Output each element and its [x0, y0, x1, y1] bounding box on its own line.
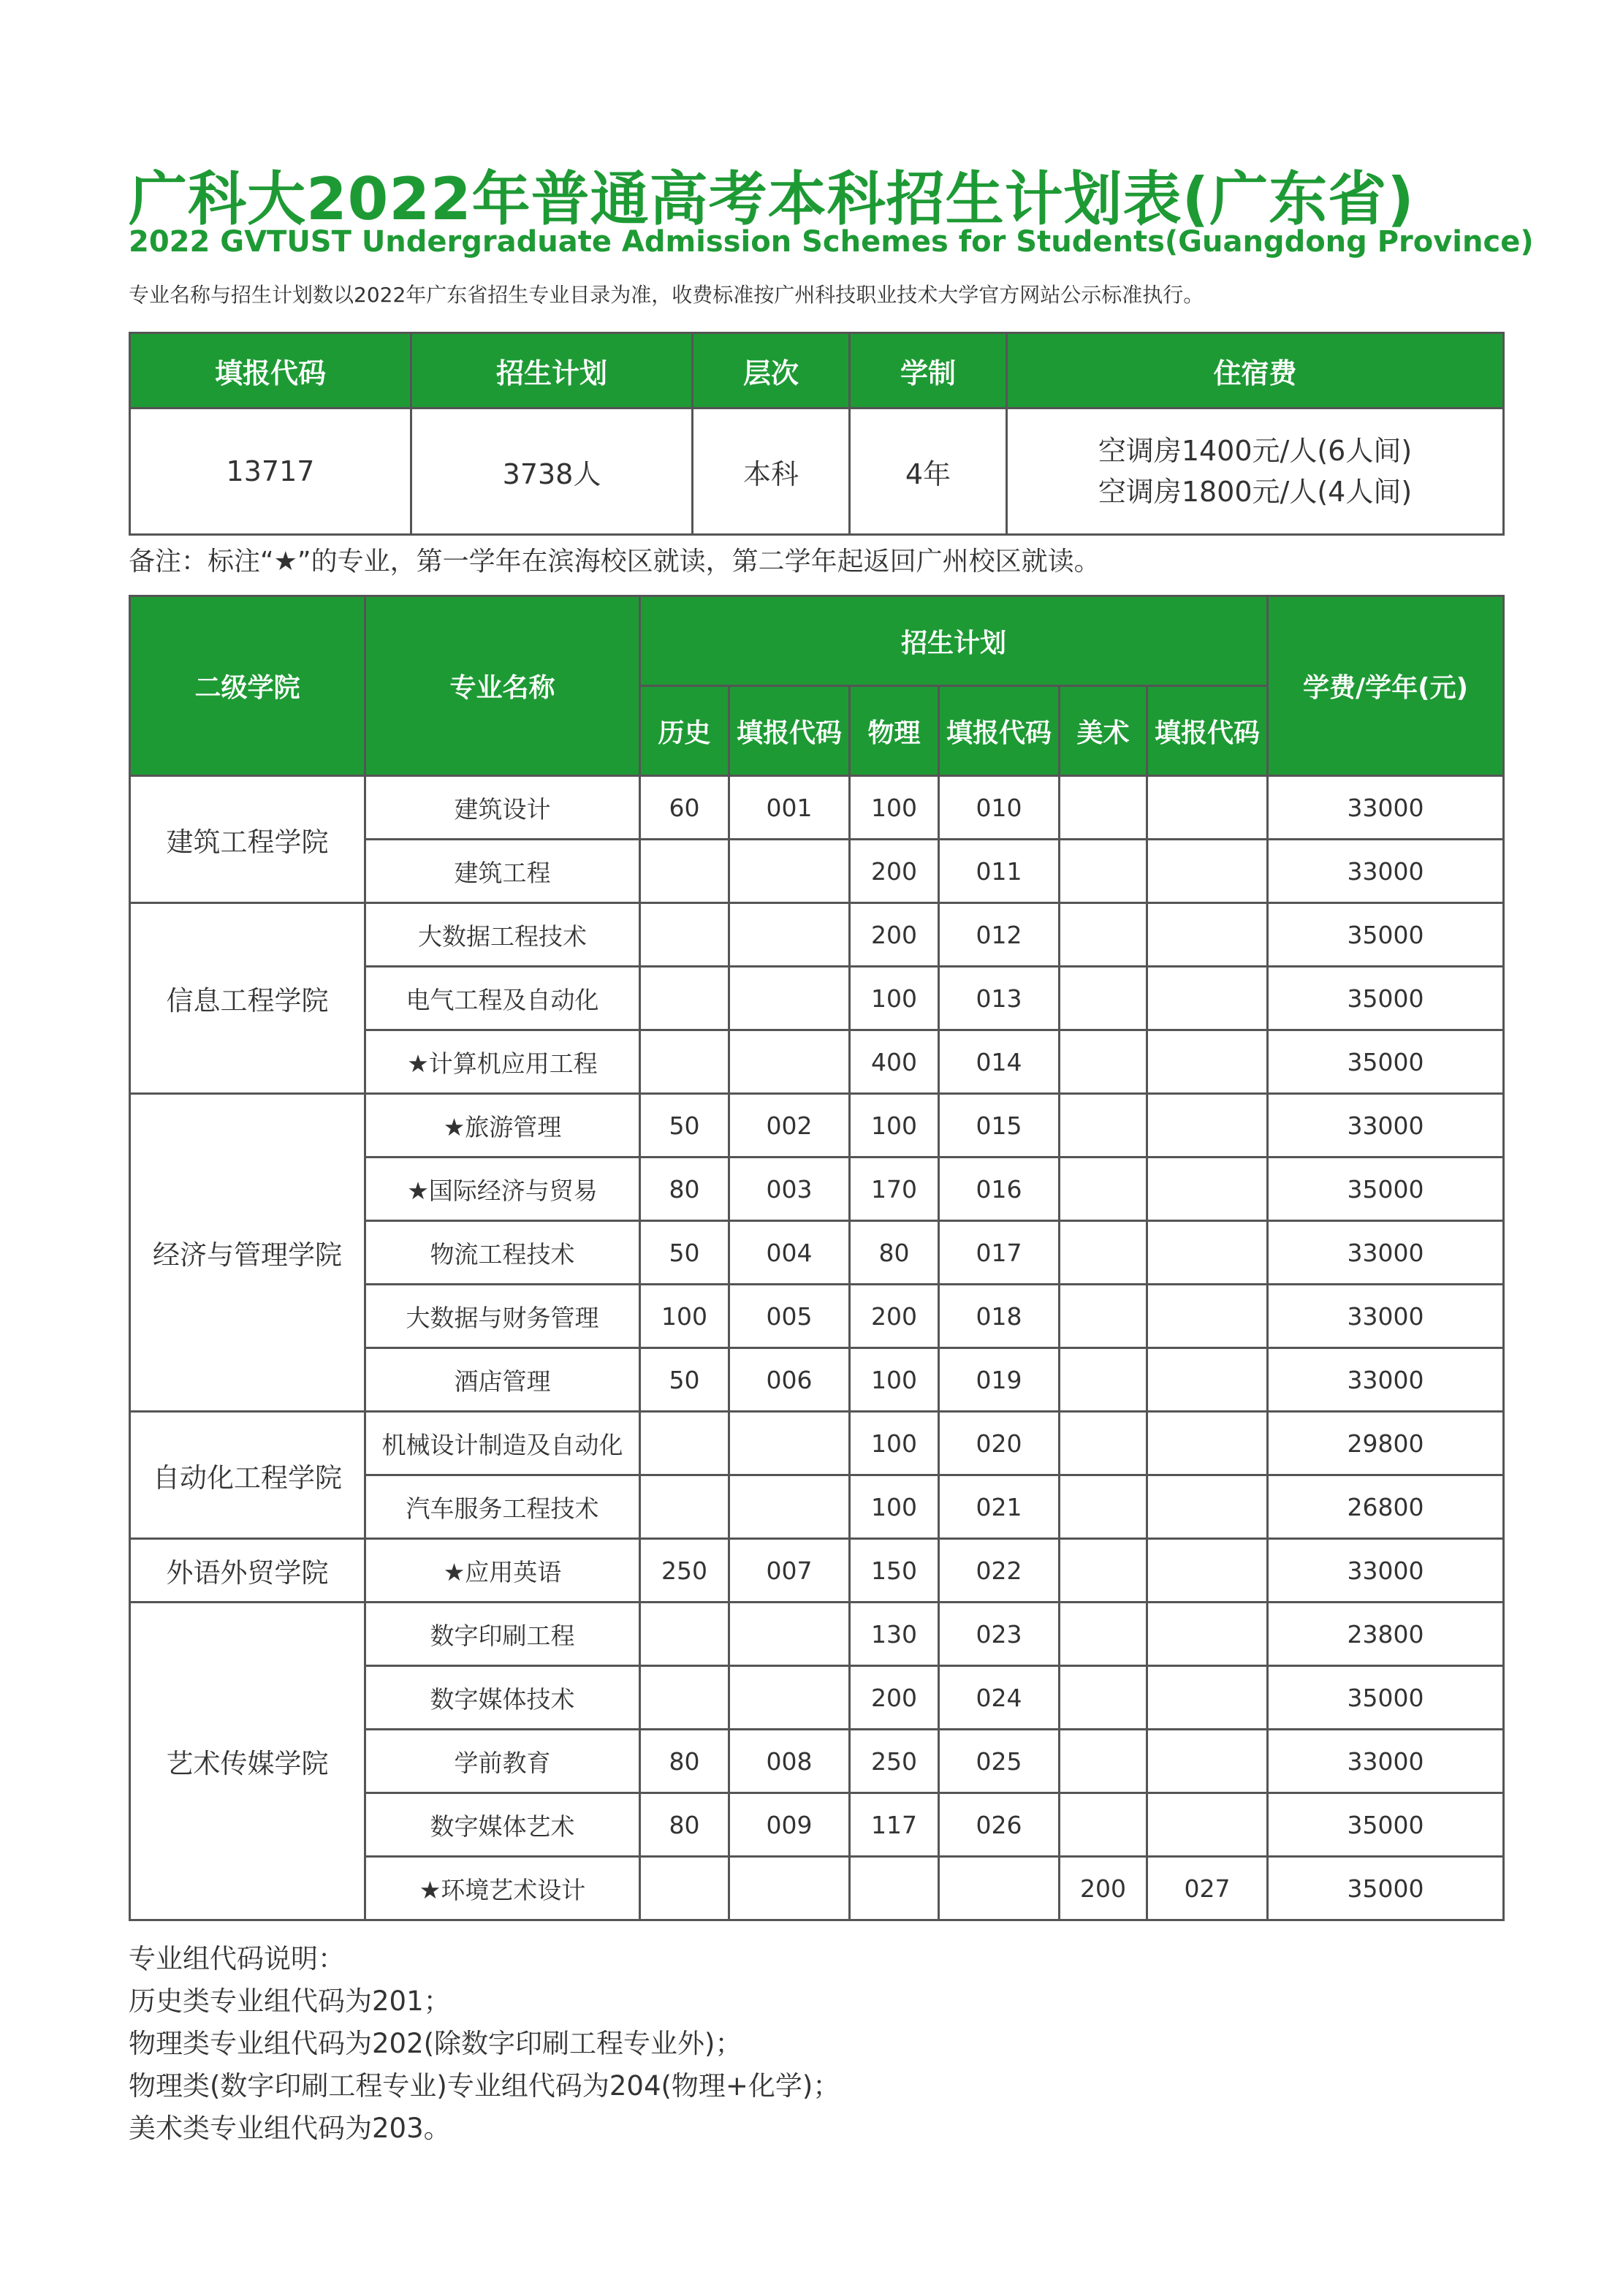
cell-physics-code: 014 — [939, 1030, 1060, 1094]
page-subtitle: 2022 GVTUST Undergraduate Admission Schemes for Students(Guangdong Province) — [129, 225, 1534, 259]
header-fee: 学费/学年(元) — [1268, 596, 1504, 776]
cell-history — [640, 1412, 729, 1475]
cell-art-code — [1147, 776, 1268, 840]
admission-plan-table — [129, 595, 1505, 1921]
cell-art — [1060, 1539, 1147, 1603]
cell-physics: 250 — [850, 1730, 939, 1793]
major-name: ★计算机应用工程 — [365, 1030, 640, 1094]
cell-fee: 35000 — [1268, 1157, 1504, 1221]
cell-physics: 170 — [850, 1157, 939, 1221]
college-name: 艺术传媒学院 — [130, 1603, 365, 1920]
summary-header-level: 层次 — [693, 333, 850, 408]
cell-fee: 35000 — [1268, 967, 1504, 1030]
cell-history-code — [729, 1603, 850, 1666]
header-physics: 物理 — [850, 686, 939, 776]
cell-fee: 33000 — [1268, 776, 1504, 840]
cell-art — [1060, 1603, 1147, 1666]
cell-art — [1060, 1030, 1147, 1094]
major-name: 建筑工程 — [365, 840, 640, 903]
cell-art — [1060, 840, 1147, 903]
footnotes — [129, 1938, 840, 2150]
summary-header-dorm: 住宿费 — [1007, 333, 1504, 408]
cell-physics: 200 — [850, 903, 939, 967]
cell-art-code — [1147, 967, 1268, 1030]
cell-history — [640, 1857, 729, 1920]
header-plan: 招生计划 — [640, 596, 1268, 686]
cell-physics: 80 — [850, 1221, 939, 1285]
cell-physics: 200 — [850, 1285, 939, 1348]
campus-note: 备注：标注“★”的专业，第一学年在滨海校区就读，第二学年起返回广州校区就读。 — [129, 547, 1101, 577]
summary-header-plan: 招生计划 — [411, 333, 693, 408]
footnote-heading: 专业组代码说明： — [129, 1943, 345, 1974]
major-name: 学前教育 — [365, 1730, 640, 1793]
table-row — [130, 1412, 1504, 1475]
table-row — [130, 1603, 1504, 1666]
cell-history — [640, 1475, 729, 1539]
cell-art — [1060, 1348, 1147, 1412]
cell-history-code — [729, 903, 850, 967]
major-name: 电气工程及自动化 — [365, 967, 640, 1030]
cell-history-code: 005 — [729, 1285, 850, 1348]
cell-history-code: 006 — [729, 1348, 850, 1412]
cell-physics: 100 — [850, 1475, 939, 1539]
intro-text: 专业名称与招生计划数以2022年广东省招生专业目录为准，收费标准按广州科技职业技术大学官方网站公示标准执行。 — [129, 283, 1204, 307]
cell-history-code — [729, 1666, 850, 1730]
cell-history-code — [729, 1030, 850, 1094]
cell-physics: 100 — [850, 1094, 939, 1157]
college-name: 建筑工程学院 — [130, 776, 365, 903]
cell-physics-code: 013 — [939, 967, 1060, 1030]
cell-physics: 117 — [850, 1793, 939, 1857]
plan-table-body — [130, 776, 1504, 1920]
major-name: 汽车服务工程技术 — [365, 1475, 640, 1539]
major-name: 建筑设计 — [365, 776, 640, 840]
cell-history: 100 — [640, 1285, 729, 1348]
cell-physics-code: 015 — [939, 1094, 1060, 1157]
header-college: 二级学院 — [130, 596, 365, 776]
cell-art — [1060, 1666, 1147, 1730]
major-name: ★应用英语 — [365, 1539, 640, 1603]
major-name: 大数据工程技术 — [365, 903, 640, 967]
cell-art — [1060, 1730, 1147, 1793]
cell-physics: 100 — [850, 1348, 939, 1412]
header-art-code: 填报代码 — [1147, 686, 1268, 776]
cell-history — [640, 840, 729, 903]
table-row — [130, 776, 1504, 840]
footnote-line: 物理类(数字印刷工程专业)专业组代码为204(物理+化学)； — [129, 2070, 840, 2102]
college-name: 自动化工程学院 — [130, 1412, 365, 1539]
header-major: 专业名称 — [365, 596, 640, 776]
cell-history — [640, 1030, 729, 1094]
cell-art-code — [1147, 1730, 1268, 1793]
cell-physics-code: 011 — [939, 840, 1060, 903]
cell-history — [640, 1603, 729, 1666]
major-name: 机械设计制造及自动化 — [365, 1412, 640, 1475]
cell-art — [1060, 776, 1147, 840]
cell-physics: 200 — [850, 840, 939, 903]
cell-physics — [850, 1857, 939, 1920]
footnote-line: 历史类专业组代码为201； — [129, 1985, 451, 2017]
cell-art — [1060, 1157, 1147, 1221]
major-name: ★国际经济与贸易 — [365, 1157, 640, 1221]
cell-fee: 33000 — [1268, 1730, 1504, 1793]
summary-plan: 3738人 — [411, 408, 693, 535]
cell-art — [1060, 1475, 1147, 1539]
cell-art-code — [1147, 840, 1268, 903]
cell-history-code: 009 — [729, 1793, 850, 1857]
cell-history-code — [729, 1412, 850, 1475]
cell-history-code: 002 — [729, 1094, 850, 1157]
cell-physics: 400 — [850, 1030, 939, 1094]
cell-physics-code: 024 — [939, 1666, 1060, 1730]
cell-history-code: 004 — [729, 1221, 850, 1285]
cell-history: 50 — [640, 1221, 729, 1285]
cell-history: 80 — [640, 1793, 729, 1857]
college-name: 经济与管理学院 — [130, 1094, 365, 1412]
cell-history-code — [729, 1475, 850, 1539]
cell-physics: 100 — [850, 776, 939, 840]
major-name: 数字媒体艺术 — [365, 1793, 640, 1857]
cell-physics-code: 018 — [939, 1285, 1060, 1348]
cell-history — [640, 903, 729, 967]
cell-art-code — [1147, 1539, 1268, 1603]
college-name: 信息工程学院 — [130, 903, 365, 1094]
cell-physics: 100 — [850, 1412, 939, 1475]
cell-history-code — [729, 1857, 850, 1920]
footnote-line: 物理类专业组代码为202(除数字印刷工程专业外)； — [129, 2028, 742, 2059]
cell-physics-code: 016 — [939, 1157, 1060, 1221]
summary-table — [129, 332, 1505, 536]
summary-dorm — [1007, 408, 1504, 535]
cell-art — [1060, 1793, 1147, 1857]
page-title: 广科大2022年普通高考本科招生计划表(广东省) — [129, 165, 1415, 233]
cell-art — [1060, 1221, 1147, 1285]
cell-art-code — [1147, 1221, 1268, 1285]
cell-history-code — [729, 967, 850, 1030]
cell-art — [1060, 1412, 1147, 1475]
cell-art-code — [1147, 1285, 1268, 1348]
cell-physics: 200 — [850, 1666, 939, 1730]
cell-history: 50 — [640, 1348, 729, 1412]
cell-fee: 33000 — [1268, 1285, 1504, 1348]
table-row — [130, 1094, 1504, 1157]
cell-history-code: 001 — [729, 776, 850, 840]
cell-physics-code: 026 — [939, 1793, 1060, 1857]
header-physics-code: 填报代码 — [939, 686, 1060, 776]
cell-art — [1060, 967, 1147, 1030]
header-history-code: 填报代码 — [729, 686, 850, 776]
cell-art-code — [1147, 1030, 1268, 1094]
cell-fee: 29800 — [1268, 1412, 1504, 1475]
major-name: 数字媒体技术 — [365, 1666, 640, 1730]
summary-level: 本科 — [693, 408, 850, 535]
cell-physics-code: 010 — [939, 776, 1060, 840]
cell-physics: 130 — [850, 1603, 939, 1666]
cell-art-code — [1147, 1094, 1268, 1157]
cell-physics-code: 019 — [939, 1348, 1060, 1412]
cell-fee: 33000 — [1268, 1221, 1504, 1285]
table-row — [130, 1539, 1504, 1603]
major-name: 酒店管理 — [365, 1348, 640, 1412]
summary-header-code: 填报代码 — [130, 333, 411, 408]
cell-fee: 33000 — [1268, 1348, 1504, 1412]
summary-header-duration: 学制 — [850, 333, 1007, 408]
cell-art-code — [1147, 903, 1268, 967]
cell-fee: 33000 — [1268, 1094, 1504, 1157]
cell-art-code: 027 — [1147, 1857, 1268, 1920]
cell-history — [640, 967, 729, 1030]
dorm-option-4: 空调房1800元/人(4人间) — [1098, 476, 1413, 508]
cell-fee: 35000 — [1268, 903, 1504, 967]
cell-fee: 26800 — [1268, 1475, 1504, 1539]
cell-history-code — [729, 840, 850, 903]
cell-art — [1060, 1285, 1147, 1348]
cell-art-code — [1147, 1157, 1268, 1221]
major-name: ★环境艺术设计 — [365, 1857, 640, 1920]
cell-history-code: 008 — [729, 1730, 850, 1793]
major-name: 大数据与财务管理 — [365, 1285, 640, 1348]
cell-history: 50 — [640, 1094, 729, 1157]
cell-physics-code: 025 — [939, 1730, 1060, 1793]
cell-art-code — [1147, 1793, 1268, 1857]
header-art: 美术 — [1060, 686, 1147, 776]
cell-history-code: 007 — [729, 1539, 850, 1603]
cell-physics-code — [939, 1857, 1060, 1920]
cell-art: 200 — [1060, 1857, 1147, 1920]
cell-physics-code: 021 — [939, 1475, 1060, 1539]
footnote-line: 美术类专业组代码为203。 — [129, 2113, 451, 2144]
college-name: 外语外贸学院 — [130, 1539, 365, 1603]
cell-physics: 100 — [850, 967, 939, 1030]
cell-physics-code: 022 — [939, 1539, 1060, 1603]
cell-history — [640, 1666, 729, 1730]
cell-physics: 150 — [850, 1539, 939, 1603]
cell-fee: 23800 — [1268, 1603, 1504, 1666]
table-row — [130, 903, 1504, 967]
major-name: 数字印刷工程 — [365, 1603, 640, 1666]
cell-fee: 35000 — [1268, 1666, 1504, 1730]
cell-art — [1060, 1094, 1147, 1157]
cell-fee: 33000 — [1268, 840, 1504, 903]
cell-art-code — [1147, 1412, 1268, 1475]
cell-physics-code: 020 — [939, 1412, 1060, 1475]
major-name: 物流工程技术 — [365, 1221, 640, 1285]
cell-fee: 35000 — [1268, 1857, 1504, 1920]
cell-history: 250 — [640, 1539, 729, 1603]
cell-fee: 35000 — [1268, 1793, 1504, 1857]
cell-history-code: 003 — [729, 1157, 850, 1221]
summary-code: 13717 — [130, 408, 411, 535]
cell-history: 60 — [640, 776, 729, 840]
cell-art-code — [1147, 1603, 1268, 1666]
cell-physics-code: 017 — [939, 1221, 1060, 1285]
cell-history: 80 — [640, 1730, 729, 1793]
cell-art — [1060, 903, 1147, 967]
cell-physics-code: 012 — [939, 903, 1060, 967]
dorm-option-6: 空调房1400元/人(6人间) — [1098, 435, 1413, 467]
cell-fee: 35000 — [1268, 1030, 1504, 1094]
cell-art-code — [1147, 1475, 1268, 1539]
cell-history: 80 — [640, 1157, 729, 1221]
cell-fee: 33000 — [1268, 1539, 1504, 1603]
summary-duration: 4年 — [850, 408, 1007, 535]
cell-art-code — [1147, 1666, 1268, 1730]
major-name: ★旅游管理 — [365, 1094, 640, 1157]
header-history: 历史 — [640, 686, 729, 776]
cell-physics-code: 023 — [939, 1603, 1060, 1666]
cell-art-code — [1147, 1348, 1268, 1412]
